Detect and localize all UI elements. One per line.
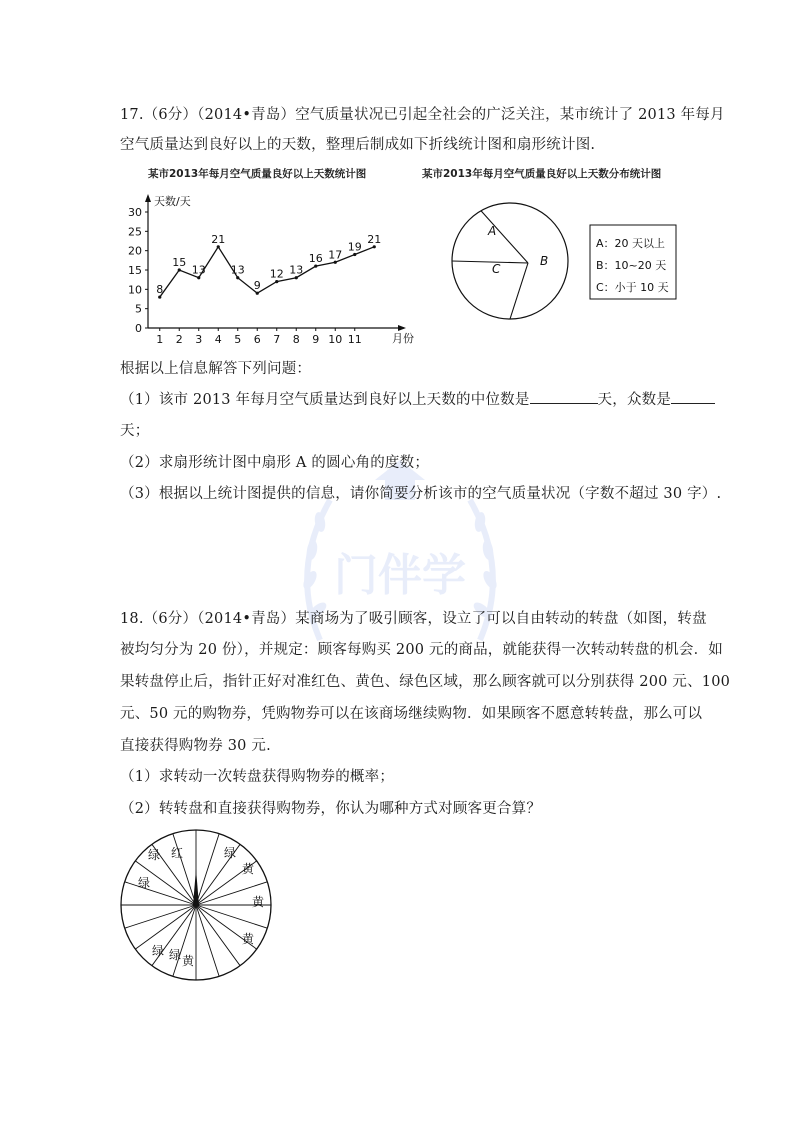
pie-legend-entry: A：20 天以上 — [596, 237, 666, 250]
data-label: 13 — [230, 263, 245, 277]
spinner-segment-label: 红 — [170, 846, 184, 860]
x-tick-label: 1 — [156, 333, 164, 346]
pie-slice-label: B — [540, 254, 549, 268]
median-answer-blank[interactable] — [530, 389, 598, 404]
spinner-segment-label: 绿 — [168, 948, 182, 962]
data-label: 9 — [253, 279, 261, 293]
data-label: 17 — [328, 248, 343, 262]
x-tick-label: 6 — [253, 333, 261, 346]
x-tick-label: 3 — [195, 333, 203, 346]
y-tick-label: 0 — [135, 322, 142, 335]
q17-sub1-part-a: （1）该市 2013 年每月空气质量达到良好以上天数的中位数是 — [120, 392, 530, 408]
spinner-segment-label: 绿 — [151, 944, 165, 958]
spinner-divider — [196, 905, 240, 966]
data-label: 16 — [308, 252, 323, 266]
x-tick-label: 4 — [214, 333, 222, 346]
data-label: 19 — [347, 240, 362, 254]
pie-legend-entry: B：10~20 天 — [596, 259, 667, 272]
pie-slice-edge — [510, 263, 528, 319]
data-label: 21 — [367, 232, 382, 246]
x-tick-label: 2 — [175, 333, 183, 346]
x-tick-label: 8 — [292, 333, 300, 346]
spinner-wheel — [118, 827, 278, 987]
x-tick-label: 10 — [328, 333, 343, 346]
spinner-divider — [196, 834, 219, 905]
pie-slice-label: A — [488, 224, 497, 238]
y-axis-arrow — [145, 194, 151, 202]
q18-sub2: （2）转转盘和直接获得购物券，你认为哪种方式对顾客更合算？ — [120, 801, 542, 817]
data-label: 21 — [211, 232, 226, 246]
pie-chart-title: 某市2013年每月空气质量良好以上天数分布统计图 — [422, 168, 662, 180]
q18-stem-line5: 直接获得购物券 30 元. — [120, 738, 271, 754]
y-axis-label: 天数/天 — [154, 195, 191, 208]
pie-slice-label: C — [492, 262, 501, 276]
spinner-divider — [125, 882, 196, 905]
data-label: 13 — [191, 263, 206, 277]
q17-sub1 — [120, 388, 715, 409]
y-tick-label: 15 — [128, 264, 142, 277]
spinner-divider — [125, 905, 196, 928]
pie-slice-edge — [452, 261, 528, 263]
spinner-segment-label: 黄 — [241, 862, 255, 876]
q17-sub1-part-b: 天，众数是 — [597, 392, 672, 408]
q18-stem-line1: 18.（6分）（2014•青岛）某商场为了吸引顾客，设立了可以自由转动的转盘（如图，转盘 — [120, 611, 707, 627]
data-label: 15 — [172, 256, 187, 269]
spinner-segment-label: 绿 — [137, 876, 151, 890]
pie-chart — [440, 195, 700, 335]
x-tick-label: 7 — [273, 333, 281, 346]
q18-stem-line2: 被均匀分为 20 份），并规定：顾客每购买 200 元的商品，就能获得一次转动转盘的机会．如 — [120, 642, 724, 658]
y-tick-label: 30 — [128, 206, 142, 219]
x-tick-label: 11 — [347, 333, 362, 346]
data-label: 13 — [289, 263, 304, 277]
spinner-segment-label: 黄 — [241, 932, 255, 946]
x-tick-label: 5 — [234, 333, 242, 346]
x-axis-arrow — [398, 325, 406, 331]
spinner-divider — [196, 905, 219, 976]
q18-stem-line3: 果转盘停止后，指针正好对准红色、黄色、绿色区域，那么顾客就可以分别获得 200 元、100 — [120, 674, 731, 690]
y-tick-label: 20 — [128, 244, 142, 258]
q17-stem-line2: 空气质量达到良好以上的天数，整理后制成如下折线统计图和扇形统计图. — [120, 137, 596, 153]
watermark-text: 门伴学 — [334, 550, 466, 601]
y-tick-label: 10 — [128, 283, 142, 297]
spinner-divider — [135, 905, 196, 949]
spinner-segment-label: 绿 — [223, 846, 237, 860]
y-tick-label: 5 — [135, 302, 142, 316]
spinner-segment-label: 黄 — [181, 954, 195, 968]
x-axis-label: 月份 — [392, 332, 414, 345]
q17-sub1-end: 天； — [120, 423, 150, 439]
q18-stem-line4: 元、50 元的购物券，凭购物券可以在该商场继续购物．如果顾客不愿意转转盘，那么可以 — [120, 706, 703, 722]
line-chart — [112, 190, 422, 355]
spinner-segment-label: 黄 — [251, 895, 265, 909]
q17-sub2: （2）求扇形统计图中扇形 A 的圆心角的度数； — [120, 455, 430, 471]
q18-sub1: （1）求转动一次转盘获得购物券的概率； — [120, 769, 395, 785]
spinner-segment-label: 绿 — [147, 848, 161, 862]
mode-answer-blank[interactable] — [671, 389, 715, 404]
q17-sub3: （3）根据以上统计图提供的信息，请你简要分析该市的空气质量状况（字数不超过 30 字）. — [120, 486, 722, 502]
x-tick-label: 9 — [312, 333, 320, 346]
data-label: 12 — [269, 267, 284, 281]
line-chart-title: 某市2013年每月空气质量良好以上天数统计图 — [148, 168, 367, 180]
spinner-pointer — [193, 869, 199, 905]
spinner-divider — [170, 834, 196, 905]
data-label: 8 — [156, 283, 164, 297]
y-tick-label: 25 — [128, 225, 142, 239]
q17-prompt: 根据以上信息解答下列问题： — [120, 361, 312, 377]
q17-stem-line1: 17.（6分）（2014•青岛）空气质量状况已引起全社会的广泛关注，某市统计了 2013 年每月 — [120, 107, 725, 123]
pie-legend-entry: C：小于 10 天 — [596, 281, 669, 294]
